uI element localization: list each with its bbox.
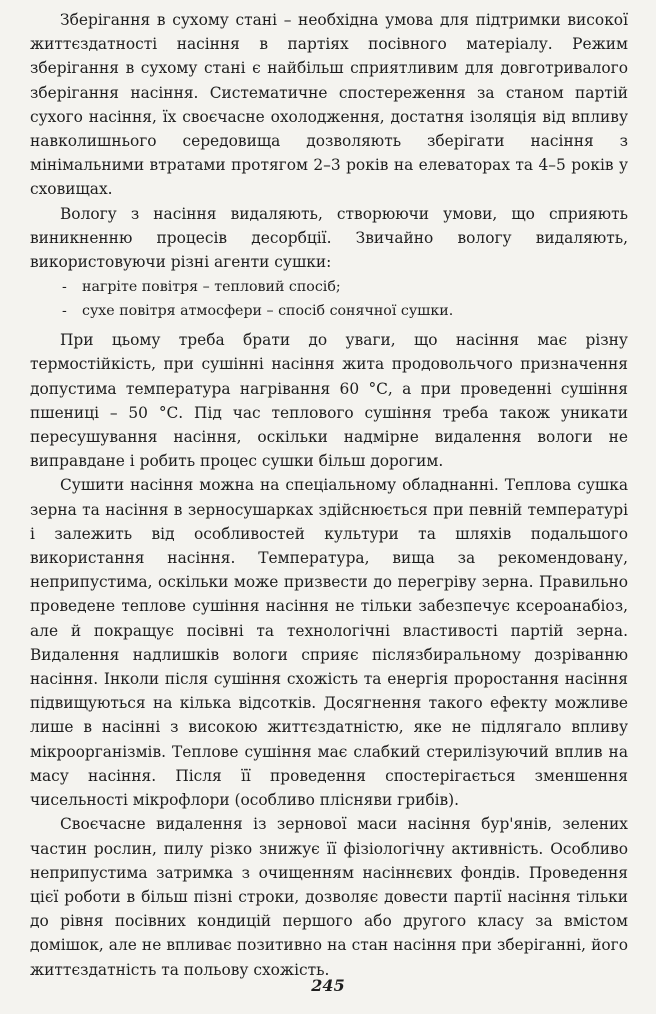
bullet-dash: - <box>62 279 67 296</box>
list-item-text: сухе повітря атмосфери – спосіб сонячної сушки. <box>82 303 454 320</box>
bullet-dash: - <box>62 303 67 320</box>
paragraph-cleaning: Своєчасне видалення із зернової маси насіння бур'янів, зелених частин рослин, пилу різко знижує її фізіологічну активність. Особливо неприпустима затримка з очищенням насіннєвих фондів. Проведення цієї роботи в більш пізні строки, дозволяє довести партії насіння тільки до рівня посівних кондицій першого або другого класу за вмістом домішок, але не впливає позитивно на стан насіння при зберіганні, його життєздатність та польову схожість. <box>30 815 628 979</box>
page-number: 245 <box>311 976 345 995</box>
paragraph-dry-storage: Зберігання в сухому стані – необхідна умова для підтримки високої життєздатності насіння в партіях посівного матеріалу. Режим зберігання в сухому стані є найбільш сприятливим для довготривалого зберігання насіння. Систематичне спостереження за станом партій сухого насіння, їх своєчасне охолодження, достатня ізоляція від впливу навколишнього середовища дозволяють зберігати насіння з мінімальними втратами протягом 2–3 років на елеваторах та 4–5 років у сховищах. <box>30 11 628 199</box>
paragraph-drying-equipment: Сушити насіння можна на спеціальному обладнанні. Теплова сушка зерна та насіння в зерносушарках здійснюється при певній температурі і залежить від особливостей культури та шляхів подальшого використання насіння. Температура, вища за рекомендовану, неприпустима, оскільки може призвести до перегріву зерна. Правильно проведене теплове сушіння насіння не тільки забезпечує ксероанабіоз, але й покращує посівні та технологічні властивості партій зерна. Видалення надлишків вологи сприяє післязбиральному дозріванню насіння. Інколи після сушіння схожість та енергія проростання насіння підвищуються на кілька відсотків. Досягнення такого ефекту можливе лише в насінні з високою життєздатністю, яке не підлягало впливу мікроорганізмів. Теплове сушіння має слабкий стерилізуючий вплив на масу насіння. Після її проведення спостерігається зменшення чисельності мікрофлори (особливо плісняви грибів). <box>30 476 628 810</box>
paragraph-moisture-removal: Вологу з насіння видаляють, створюючи умови, що сприяють виникненню процесів десорбції. Звичайно вологу видаляють, використовуючи різні агенти сушки: <box>30 204 628 272</box>
list-item <box>62 299 628 323</box>
list-item-text: нагріте повітря – тепловий спосіб; <box>82 279 341 296</box>
paragraph-thermal-stability: При цьому треба брати до уваги, що насіння має різну термостійкість, при сушінні насіння жита продовольчого призначення допустима температура нагрівання 60 °С, а при проведенні сушіння пшениці – 50 °С. Під час теплового сушіння треба також уникати пересушування насіння, оскільки надмірне видалення вологи не виправдане і робить процес сушки більш дорогим. <box>30 331 628 471</box>
list-item <box>62 275 628 299</box>
drying-agents-list <box>30 275 628 323</box>
